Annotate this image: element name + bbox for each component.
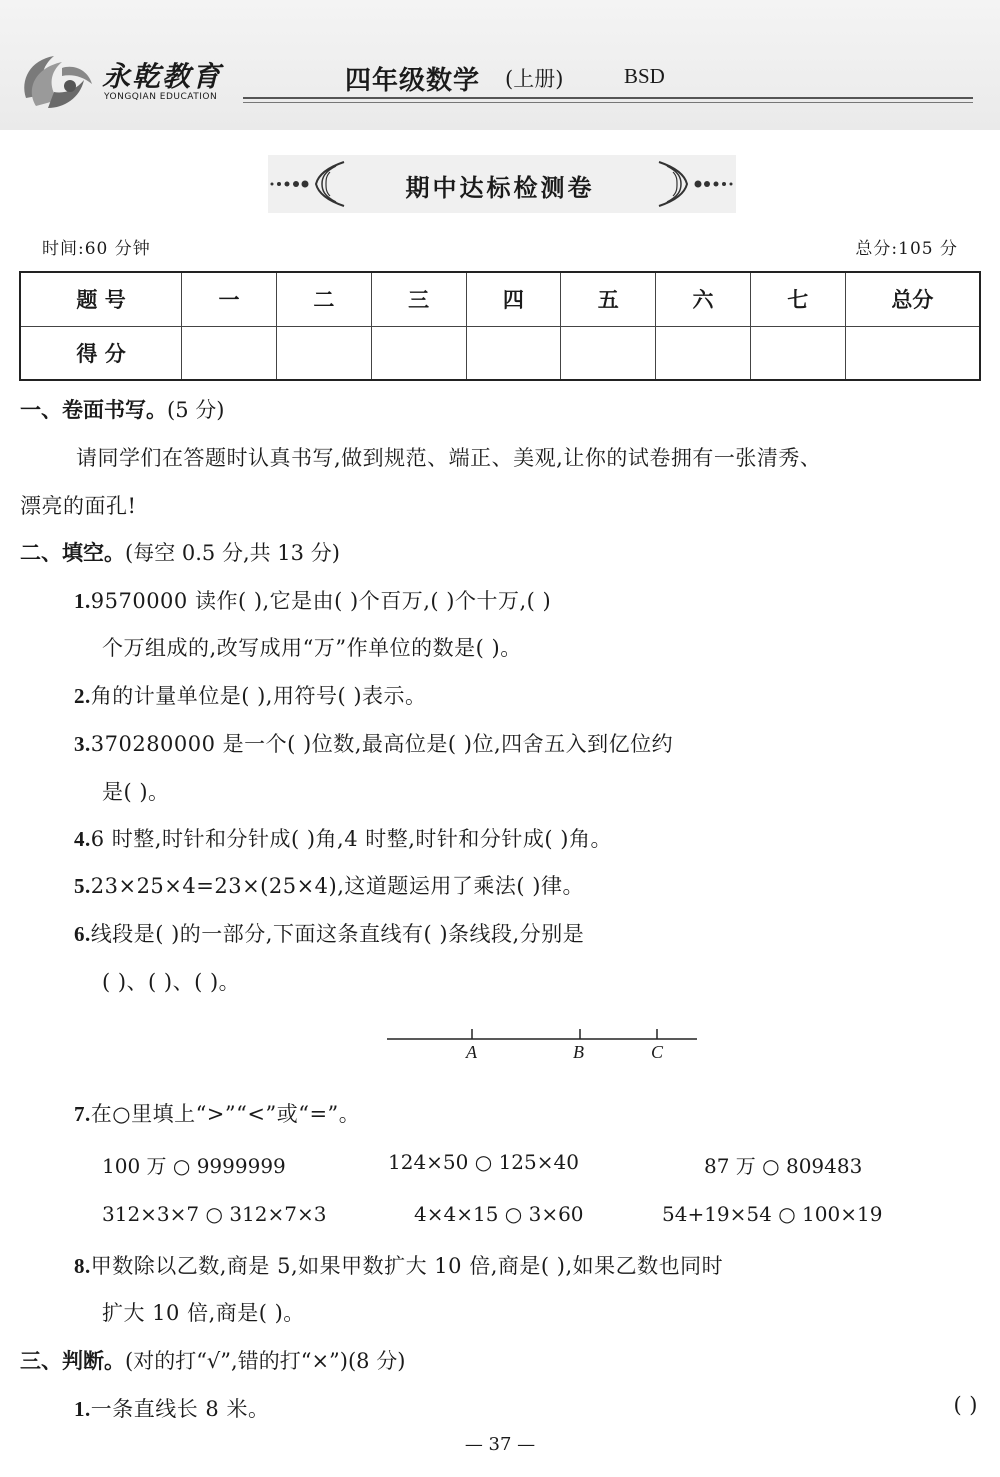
answer-circle[interactable]: ○ [205,1202,223,1226]
exam-title: 期中达标检测卷 [405,174,595,202]
score-input-cell[interactable] [656,326,751,380]
table-cell: 六 [656,272,751,326]
point-label-b: B [573,1042,584,1062]
table-cell: 三 [371,272,466,326]
score-input-cell[interactable] [750,326,845,380]
question-number: 5. [74,874,91,898]
section2-heading [20,537,340,567]
comparison-left: 100 万 [102,1154,167,1178]
comparison-right: 125×40 [498,1150,579,1174]
comparison-item [388,1150,579,1174]
question-2-3 [74,728,673,758]
point-label-a: A [466,1042,477,1062]
section1-text-line1: 请同学们在答题时认真书写,做到规范、端正、美观,让你的试卷拥有一张清秀、 [76,446,822,470]
right-ornament-icon [655,158,735,210]
question-text: 角的计量单位是( ),用符号( )表示。 [90,684,427,708]
question-number: 3. [74,732,91,756]
score-input-cell[interactable] [182,326,277,380]
question-number: 8. [74,1254,91,1278]
brand-english: YONGQIAN EDUCATION [104,92,218,102]
comparison-left: 312×3×7 [102,1202,200,1226]
table-cell: 四 [466,272,561,326]
question-text: 线段是( )的一部分,下面这条直线有( )条线段,分别是 [90,922,585,946]
book-title: 四年级数学 [345,66,481,96]
header-rule-thin [243,102,973,103]
answer-circle[interactable]: ○ [504,1202,523,1226]
table-cell: 五 [561,272,656,326]
exam-total-score: 总分:105 分 [855,239,958,259]
question-2-5 [74,870,584,900]
table-cell: 七 [750,272,845,326]
section1-title: 一、卷面书写。 [20,398,167,422]
question-text: 370280000 是一个( )位数,最高位是( )位,四舍五入到亿位约 [90,732,674,756]
table-score-row [20,326,980,380]
table-cell: 得 分 [20,326,182,380]
question-2-1 [74,585,551,615]
section2-points: (每空 0.5 分,共 13 分) [125,541,340,565]
question-2-8-cont: 扩大 10 倍,商是( )。 [102,1301,305,1325]
page-number: — 37 — [464,1434,536,1455]
comparison-right: 312×7×3 [229,1202,327,1226]
question-3-1 [74,1393,269,1423]
question-text: 在○里填上“>”“<”或“=”。 [90,1102,361,1126]
comparison-item [414,1202,584,1226]
score-input-cell[interactable] [276,326,371,380]
question-number: 1. [74,589,91,613]
answer-circle[interactable]: ○ [474,1150,493,1174]
table-cell: 一 [182,272,277,326]
table-cell: 题 号 [20,272,182,326]
comparison-item [704,1150,862,1179]
table-header-row [20,272,980,326]
comparison-left: 87 万 [704,1154,756,1178]
comparison-left: 54+19×54 [662,1202,772,1226]
question-text: 23×25×4=23×(25×4),这道题运用了乘法( )律。 [90,874,584,898]
question-2-8 [74,1250,723,1280]
section1-text-line2: 漂亮的面孔! [20,494,137,518]
book-volume: (上册) [505,67,564,91]
question-number: 1. [74,1397,91,1421]
comparison-item [102,1150,286,1179]
book-code: BSD [624,64,665,88]
brand-name: 永乾教育 [102,60,223,93]
brand-logo-icon [18,50,100,112]
section3-heading [20,1345,405,1375]
comparison-left: 4×4×15 [414,1202,499,1226]
question-number: 7. [74,1102,91,1126]
question-2-4 [74,823,612,853]
question-2-6 [74,918,584,948]
question-2-2 [74,680,427,710]
point-label-c: C [651,1042,664,1062]
score-input-cell[interactable] [845,326,980,380]
score-table [19,271,981,381]
question-text: 9570000 读作( ),它是由( )个百万,( )个十万,( ) [90,589,552,613]
question-number: 2. [74,684,91,708]
comparison-item [102,1202,326,1226]
question-2-3-cont: 是( )。 [102,780,170,804]
question-2-7 [74,1098,360,1128]
comparison-right: 809483 [785,1154,863,1178]
section1-heading [20,394,224,424]
score-input-cell[interactable] [561,326,656,380]
table-cell: 总分 [845,272,980,326]
exam-time: 时间:60 分钟 [42,239,151,259]
section3-title: 三、判断。 [20,1349,125,1373]
question-number: 6. [74,922,91,946]
question-text: 一条直线长 8 米。 [90,1397,270,1421]
section1-points: (5 分) [167,398,225,422]
comparison-right: 100×19 [802,1202,883,1226]
table-cell: 二 [276,272,371,326]
comparison-right: 3×60 [528,1202,584,1226]
question-2-6-cont: ( )、( )、( )。 [102,970,241,994]
answer-circle[interactable]: ○ [778,1202,796,1226]
score-input-cell[interactable] [466,326,561,380]
header-rule [243,97,973,99]
score-input-cell[interactable] [371,326,466,380]
comparison-left: 124×50 [388,1150,469,1174]
answer-circle[interactable]: ○ [762,1154,780,1178]
question-number: 4. [74,827,91,851]
section3-points: (对的打“√”,错的打“×”)(8 分) [125,1349,406,1373]
comparison-item [662,1202,882,1226]
comparison-right: 9999999 [196,1154,286,1178]
section2-title: 二、填空。 [20,541,125,565]
left-ornament-icon [268,158,348,210]
question-text: 6 时整,时针和分针成( )角,4 时整,时针和分针成( )角。 [90,827,612,851]
answer-blank[interactable]: ( ) [953,1393,978,1417]
question-text: 甲数除以乙数,商是 5,如果甲数扩大 10 倍,商是( ),如果乙数也同时 [90,1254,724,1278]
question-2-1-cont: 个万组成的,改写成用“万”作单位的数是( )。 [102,636,522,660]
answer-circle[interactable]: ○ [172,1154,191,1178]
